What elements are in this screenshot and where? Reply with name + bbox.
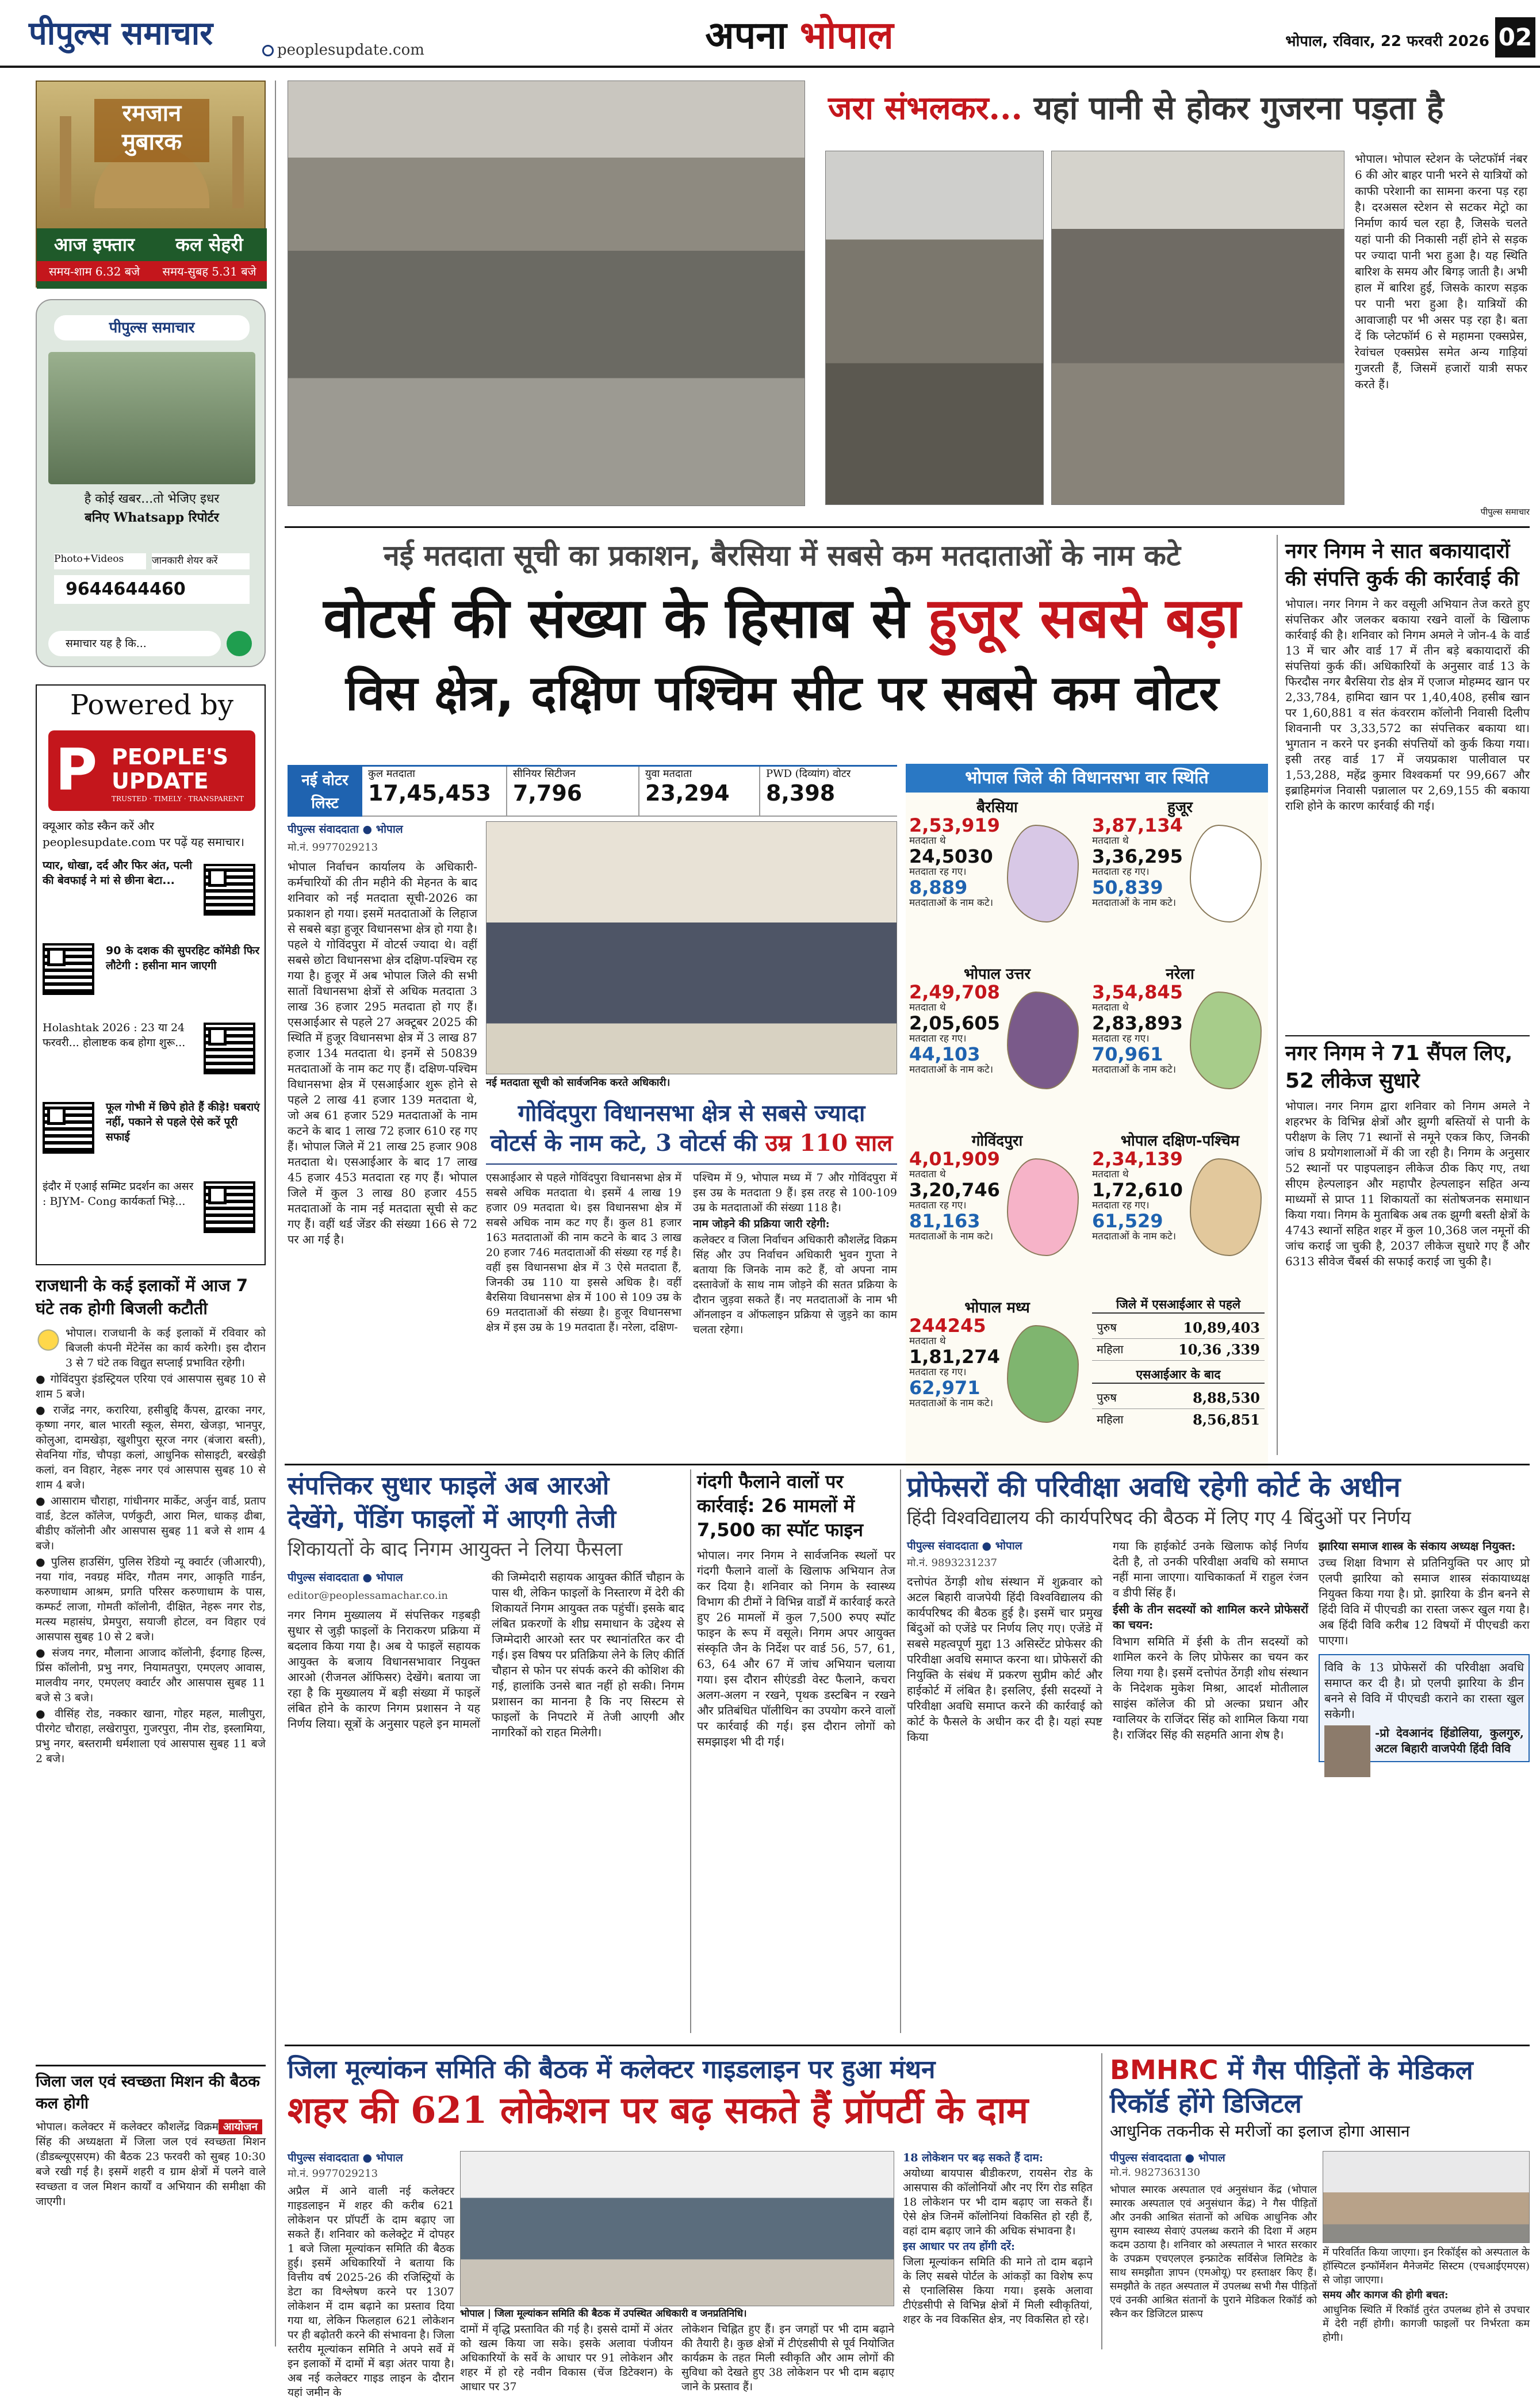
seat-cut-label: मतदाताओं के नाम कटे। <box>909 1064 994 1075</box>
prof-head: प्रोफेसरों की परिवीक्षा अवधि रहेगी कोर्ट के अधीन <box>907 1471 1401 1503</box>
voters-caption: नई मतदाता सूची को सार्वजनिक करते अधिकारी। <box>486 1077 671 1089</box>
voters-text3-head: नाम जोड़ने की प्रक्रिया जारी रहेगी: <box>693 1218 830 1230</box>
gender-male-after: 8,88,530 <box>1193 1390 1260 1406</box>
promo-label2: जानकारी शेयर करें <box>152 553 250 569</box>
bmhrc-deck: आधुनिक तकनीक से मरीजों का इलाज होगा आसान <box>1110 2122 1410 2141</box>
guide-photo <box>460 2151 894 2306</box>
seat-cut: 81,163 <box>909 1210 980 1232</box>
guide-col-1 <box>288 2151 454 2399</box>
guide-col-3: लोकेशन चिह्नित हुए हैं। इन जगहों पर भी दाम बढ़ाने की तैयारी है। कुछ क्षेत्रों में टीएंडसीपी से पूर्व नियोजित कार्यक्रम के तहत मिली स्वीकृति और आम लोगों की सुविधा को देखते हुए 38 लोकेशन पर भी दाम बढ़ाए जाने के प्रस्ताव हैं। <box>681 2323 894 2393</box>
prof-byline: पीपुल्स संवाददाता ● भोपाल <box>907 1540 1022 1552</box>
seat-card <box>1092 963 1268 1124</box>
seat-cut: 50,839 <box>1092 876 1163 898</box>
files-head2: देखेंगे, पेंडिंग फाइलों में आएगी तेजी <box>288 1505 616 1534</box>
seat-cut-label: मतदाताओं के नाम कटे। <box>1092 1231 1177 1242</box>
ramzan-title: रमजान मुबारक <box>94 99 209 162</box>
whatsapp-promo <box>36 299 266 667</box>
seat-after-label: मतदाता रह गए। <box>1092 1200 1150 1211</box>
section-title-a: अपना <box>705 13 787 58</box>
seat-after-label: मतदाता रह गए। <box>1092 1033 1150 1044</box>
qr-item-text: फूल गोभी में छिपे होते हैं कीड़े! घबराएं नहीं, पकाने से पहले ऐसे करें पूरी सफाई <box>106 1101 260 1143</box>
water-photo-2 <box>825 151 1044 505</box>
seat-after: 3,20,746 <box>909 1179 1000 1201</box>
sub-head-b: वोटर्स के नाम कटे, 3 वोटर्स की <box>490 1130 757 1157</box>
promo-text <box>60 490 244 542</box>
files-deck: शिकायतों के बाद निगम आयुक्त ने लिया फैसला <box>288 1538 623 1561</box>
assembly-title: भोपाल जिले की विधानसभा वार स्थिति <box>906 764 1268 793</box>
jal-text: भोपाल। कलेक्टर में कलेक्टर कौशलेंद्र विक्रम सिंह की अध्यक्षता में जिला जल एवं स्वच्छता मिशन (डीडब्ल्यूएसएम) की बैठक 23 फरवरी को सुबह 10:30 बजे रखी गई है। इसमें शहरी व ग्राम क्षेत्रों में पलने वाले स्वच्छता व जल मिशन कार्यों व अभियान की समीक्षा की जाएगी। <box>36 2120 266 2208</box>
seat-cut-label: मतदाताओं के नाम कटे। <box>1092 1064 1177 1075</box>
seat-after-label: मतदाता रह गए। <box>1092 866 1150 878</box>
seat-name: गोविंदपुरा <box>971 1132 1023 1150</box>
logo-brand1: PEOPLE'S <box>112 744 229 770</box>
jal-article <box>36 2065 266 2347</box>
gender-female-label: महिला <box>1097 1413 1124 1426</box>
seat-cut: 61,529 <box>1092 1210 1163 1232</box>
seat-before: 244245 <box>909 1315 986 1337</box>
prof-text2: गया कि हाईकोर्ट उनके खिलाफ कोई निर्णय देती है, तो उनकी परिवीक्षा अवधि को समाप्त नहीं माना जाएगा। याचिकाकर्ता में राहुल रंजन व डीपी सिंह हैं। <box>1113 1539 1308 1599</box>
globe-icon <box>262 45 274 56</box>
seat-after: 24,5030 <box>909 845 993 867</box>
seat-cut: 62,971 <box>909 1377 980 1399</box>
seat-cut: 44,103 <box>909 1043 980 1065</box>
bmhrc-text2-head: समय और कागज की होगी बचत: <box>1323 2289 1449 2301</box>
peoples-update-logo <box>48 730 255 811</box>
ramzan-box <box>36 81 266 288</box>
guide-side-head: 18 लोकेशन पर बढ़ सकते हैं दाम: <box>903 2152 1043 2164</box>
power-item-text: वीसिंह रोड, नक्कार खाना, गोहर महल, मालीपुरा, पीरगेट चौराहा, लखेरापुरा, गुजरपुरा, नीम रोड, इस्लामिया, प्रभु नगर, बस्तरामी धर्मशाला एवं आसपास सुबह 11 बजे 2 बजे। <box>36 1708 266 1765</box>
bmhrc-article <box>1110 2053 1530 2349</box>
guide-side <box>903 2151 1093 2349</box>
power-item: ● संजय नगर, मौलाना आजाद कॉलोनी, ईदगाह हिल्स, प्रिंस कॉलोनी, प्रभु नगर, नियामतपुरा, एमएलए आवास, मालवीय नगर, एमएलए क्वार्टर और आसपास सुबह 11 बजे से 3 बजे। <box>36 1647 266 1704</box>
seat-after: 3,36,295 <box>1092 845 1183 867</box>
power-item: ● वीसिंह रोड, नक्कार खाना, गोहर महल, मालीपुरा, पीरगेट चौराहा, लखेरापुरा, गुजरपुरा, नीम रोड, इस्लामिया, प्रभु नगर, बस्तरामी धर्मशाला एवं आसपास सुबह 11 बजे 2 बजे। <box>36 1708 266 1765</box>
qr-code[interactable] <box>204 1181 255 1233</box>
voters-body-2: एसआईआर से पहले गोविंदपुरा विधानसभा क्षेत्र में सबसे अधिक मतदाता थे। इसमें 4 लाख 19 हजार 09 मतदाता थे। इस विधानसभा क्षेत्र में सबसे अधिक नाम कट गए हैं। कुल 81 हजार 163 मतदाताओं की नाम कटने के बाद 3 लाख 20 हजार 746 मतदाताओं की संख्या रह गई है। वहीं इस विधानसभा क्षेत्र में 3 ऐसे मतदाता हैं, जिनकी उम्र 110 या इससे अधिक है। वहीं बैरसिया विधानसभा क्षेत्र में 100 से 109 उम्र के 69 मतदाताओं की संख्या है। हुजूर विधानसभा क्षेत्र में इस उम्र के 19 मतदाता हैं। नरेला, दक्षिण- <box>486 1172 681 1334</box>
power-item: ● गोविंदपुरा इंडस्ट्रियल एरिया एवं आसपास सुबह 10 से शाम 5 बजे। <box>36 1373 266 1400</box>
qr-line1: क्यूआर कोड स्कैन करें और <box>43 819 155 833</box>
seat-grid <box>906 796 1268 1463</box>
prof-article <box>907 1469 1530 2039</box>
gender-female-before: 10,36 ,339 <box>1178 1341 1260 1358</box>
strip-value: 7,796 <box>513 780 583 806</box>
seat-after: 1,72,610 <box>1092 1179 1183 1201</box>
seat-after: 2,83,893 <box>1092 1012 1183 1034</box>
qr-item-text: प्यार, धोखा, दर्द और फिर अंत, पत्नी की बेवफाई ने मां से छीना बेटा... <box>43 859 193 887</box>
qr-list <box>37 858 267 1261</box>
promo-line2: बनिए Whatsapp रिपोर्टर <box>85 510 219 525</box>
qr-code[interactable] <box>43 1102 94 1154</box>
masthead-website[interactable]: peoplesupdate.com <box>277 41 424 59</box>
guide-head: शहर की 621 लोकेशन पर बढ़ सकते हैं प्रॉपर्टी के दाम <box>288 2089 1029 2132</box>
bmhrc-head-b: में गैस पीड़ितों के मेडिकल रिकॉर्ड होंगे डिजिटल <box>1110 2054 1473 2119</box>
qr-line2: peoplesupdate.com पर पढ़ें यह समाचार। <box>43 835 244 849</box>
gender-male-label: पुरुष <box>1097 1391 1117 1404</box>
power-item-text: गोविंदपुरा इंडस्ट्रियल एरिया एवं आसपास सुबह 10 से शाम 5 बजे। <box>36 1373 266 1400</box>
promo-photo <box>48 352 255 484</box>
seat-card <box>909 963 1085 1124</box>
seat-before-label: मतदाता थे <box>1092 1002 1129 1013</box>
gender-female-label: महिला <box>1097 1342 1124 1356</box>
prof-quote-text: विवि के 13 प्रोफेसरों की परिवीक्षा अवधि समाप्त कर दी है। प्रो एलपी झारिया के डीन बनने से विवि में पीएचडी कराने का रास्ता खुल सकेगी। <box>1324 1660 1524 1721</box>
iftar-label: आज इफ्तार <box>53 234 135 255</box>
gender-male-label: पुरुष <box>1097 1320 1117 1334</box>
guide-text1: अप्रैल में आने वाली नई कलेक्टर गाइडलाइन में शहर की करीब 621 लोकेशन पर प्रॉपर्टी के दाम बढ़ाए जा सकते हैं। शनिवार को कलेक्ट्रेट में दोपहर 1 बजे जिला मूल्यांकन समिति की बैठक हुई। इसमें अधिकारियों ने बताया कि वित्तीय वर्ष 2025-26 की रजिस्ट्रियों के डेटा का विश्लेषण करने पर 1307 लोकेशन में दाम बढ़ाने का प्रस्ताव दिया गया था, लेकिन फिलहाल 621 लोकेशन पर ही बढ़ोतरी करने की संभावना है। जिला स्तरीय मूल्यांकन समिति ने अपने सर्वे में इन इलाकों में दामों में बड़ा अंतर पाया है। अब नई कलेक्टर गाइड लाइन के दौरान यहां जमीन के <box>288 2185 454 2399</box>
seat-before-label: मतदाता थे <box>909 835 946 847</box>
property-text: भोपाल। नगर निगम ने कर वसूली अभियान तेज करते हुए संपत्तिकर और जलकर बकाया रखने वालों के खिलाफ कार्रवाई की है। शनिवार को निगम अमले ने जोन-4 के वार्ड 13 में चार और वार्ड 17 में तीन बड़े बकायादारों की संपत्तियां कुर्क कीं। अधिकारियों के अनुसार वार्ड 13 के फिरदौस नगर बैरसिया रोड क्षेत्र में एजाज मोहम्मद खान पर 2,33,784, हामिदा खान पर 1,40,408, हसीब खान पर 1,60,881 व संत कंवरराम कॉलोनी निवासी दिलीप शिवनानी पर 3,33,572 का संपत्तिकर बकाया था। भुगतान न करने पर इनकी संपत्तियों को कुर्क किया गया। इसी तरह वार्ड 17 में जयप्रकाश पालीवाल पर 1,53,288, महेंद्र कुमार विश्वकर्मा पर 99,667 और इब्राहिमगंज निवासी पन्नालाल पर 2,69,155 की बकाया राशि होने के कारण कार्रवाई की गई। <box>1285 597 1530 813</box>
bmhrc-mob: मो.नं. 9827363130 <box>1110 2166 1201 2179</box>
seat-after-label: मतदाता रह गए। <box>909 866 967 878</box>
logo-p: P <box>55 736 98 803</box>
logo-brand2: UPDATE <box>112 768 209 794</box>
promo-phone[interactable]: 9644644460 <box>54 575 250 604</box>
files-byline: पीपुल्स संवाददाता ● भोपाल <box>288 1571 403 1584</box>
powered-title: Powered by <box>70 689 233 721</box>
power-item-text: संजय नगर, मौलाना आजाद कॉलोनी, ईदगाह हिल्स, प्रिंस कॉलोनी, प्रभु नगर, नियामतपुरा, एमएलए आवास, मालवीय नगर, एमएलए क्वार्टर और आसपास सुबह 11 बजे से 3 बजे। <box>36 1647 266 1704</box>
guide-col-2: दामों में वृद्धि प्रस्तावित की गई है। इससे दामों में अंतर को खत्म किया जा सके। इसके अलावा पंजीयन अधिकारियों के सर्वे के आधार पर 91 लोकेशन और शहर में हो रहे नवीन विकास (चेंज डिटेक्शन) के आधार पर 37 <box>460 2323 673 2393</box>
fine-head: गंदगी फैलाने वालों पर कार्रवाई: 26 मामलों में 7,500 का स्पॉट फाइन <box>697 1471 863 1541</box>
qr-item[interactable] <box>43 1096 261 1171</box>
promo-label1: Photo+Videos <box>54 553 146 569</box>
files-mail[interactable]: editor@peoplessamachar.co.in <box>288 1590 448 1602</box>
strip-label: सीनियर सिटीजन <box>513 768 576 780</box>
guide-side-text2: जिला मूल्यांकन समिति की माने तो दाम बढ़ाने के लिए सबसे पोर्टल के आंकड़ों का विशेष रूप से एनालिसिस किया गया। इसके अलावा टीएंडसीपी से विभिन्न क्षेत्रों में मिली स्वीकृतियां, शहर के नव विकसित क्षेत्र, नए विकसित हो रहे। <box>903 2256 1093 2326</box>
strip-item <box>759 767 897 817</box>
seat-before: 2,49,708 <box>909 981 1000 1003</box>
prof-text1: दत्तोपंत ठेंगड़ी शोध संस्थान में शुक्रवार को अटल बिहारी वाजपेयी हिंदी विश्वविद्यालय की कार्यपरिषद की बैठक हुई है। इसमें चार प्रमुख बिंदुओं को एजेंडे पर निर्णय लिए गए। एजेंडे में सबसे महत्वपूर्ण मुद्दा 13 असिस्टेंट प्रोफेसर की परिवीक्षा अवधि समाप्त करना था। प्रोफेसरों की नियुक्ति के संबंध में प्रकरण सुप्रीम कोर्ट और हाईकोर्ट में लंबित है। इसलिए, ईसी सदस्यों ने परिवीक्षा अवधि समाप्त करने की कार्रवाई को कोर्ट के फैसले के अधीन कर दी है। यहां स्पष्ट किया <box>907 1575 1102 1744</box>
seat-name: नरेला <box>1166 966 1194 983</box>
section-title-b: भोपाल <box>799 13 894 58</box>
water-photo-1 <box>288 81 805 506</box>
seat-before-label: मतदाता थे <box>909 1335 946 1347</box>
qr-item[interactable] <box>43 858 261 933</box>
seat-cut-label: मतदाताओं के नाम कटे। <box>909 897 994 909</box>
voters-subhead <box>486 1098 897 1165</box>
voters-head-b: हुजूर सबसे बड़ा <box>928 585 1241 650</box>
property-title: नगर निगम ने सात बकायादारों की संपत्ति कुर्क की कार्रवाई की <box>1285 539 1519 591</box>
water-text: भोपाल। भोपाल स्टेशन के प्लेटफॉर्म नंबर 6 की ओर बाहर पानी भरने से यात्रियों को काफी परेशानी का सामना करना पड़ रहा है। दरअसल स्टेशन से सटकर मेट्रो का निर्माण कार्य चल रहा है, जिसके चलते यहां पानी की निकासी नहीं होने से सड़क पर ज्यादा पानी भरा हुआ है। यह स्थिति बारिश के समय और बिगड़ जाती है। अभी हाल में बारिश हुई, जिसके कारण सड़क पर पानी भरा हुआ है। यात्रियों की आवाजाही पर भी असर पड़ रहा है। बता दें कि प्लेटफॉर्म 6 से महामना एक्सप्रेस, रेवांचल एक्सप्रेस समेत अन्य गाड़ियां गुजरती हैं, जिसमें हजारों यात्री सफर करते हैं। <box>1355 152 1527 391</box>
seat-before-label: मतदाता थे <box>909 1002 946 1013</box>
seat-after-label: मतदाता रह गए। <box>909 1033 967 1044</box>
bmhrc-text1: भोपाल स्मारक अस्पताल एवं अनुसंधान केंद्र (भोपाल स्मारक अस्पताल एवं अनुसंधान केंद्र) ने गैस पीड़ितों और उनकी आश्रित संतानों को अधिक आधुनिक और सुगम स्वास्थ्य सेवाएं उपलब्ध कराने की दिशा में अहम कदम उठाया है। शनिवार को अस्पताल ने भारत सरकार के उपक्रम एचएलएल इन्फ्राटेक सर्विसेज लिमिटेड के साथ समझौता ज्ञापन (एमओयू) पर हस्ताक्षर किए हैं। समझौते के तहत अस्पताल में उपलब्ध सभी गैस पीड़ितों एवं उनकी आश्रित संतानों के पुराने मेडिकल रिकॉर्ड को स्कैन कर डिजिटल प्रारूप <box>1110 2184 1317 2320</box>
gender-title-1: जिले में एसआईआर से पहले <box>1092 1296 1265 1314</box>
strip-label: PWD (दिव्यांग) वोटर <box>766 768 851 780</box>
qr-code[interactable] <box>43 943 94 995</box>
voters-text: भोपाल निर्वाचन कार्यालय के अधिकारी-कर्मचारियों की तीन महीने की मेहनत के बाद शनिवार को नई मतदाता सूची-2026 का प्रकाशन हो गया। इसमें मतदाताओं के लिहाज से सबसे बड़ा हुजूर विधानसभा क्षेत्र हो गया है। पहले ये गोविंदपुरा में वोटर्स ज्यादा थे। वहीं सबसे छोटा विधानसभा क्षेत्र दक्षिण-पश्चिम रह गया है। हुजूर में अब भोपाल जिले की सभी सातों विधानसभा क्षेत्रों से अधिक मतदाता 3 लाख 36 हजार 295 मतदाता हो गए हैं। एसआईआर से पहले 27 अक्टूबर 2025 की स्थिति में हुजूर विधानसभा क्षेत्र में 3 लाख 87 हजार 134 मतदाता थे। इनमें से 50839 मतदाताओं के नाम कट गए हैं। दक्षिण-पश्चिम विधानसभा क्षेत्र में एसआईआर शुरू होने से पहले 2 लाख 41 हजार 139 मतदाता थे, जो अब 61 हजार 529 मतदाताओं के नाम कटने के बाद 1 लाख 72 हजार 610 रह गए हैं। भोपाल जिले में 21 लाख 25 हजार 908 मतदाता थे। एसआईआर के बाद 17 लाख 45 हजार 453 मतदाता रह गए हैं। भोपाल जिले में कुल 3 लाख 80 हजार 455 मतदाताओं के नाम नई मतदाता सूची से कट गए हैं। वहीं थर्ड जेंडर की संख्या 166 से 72 पर आ गई है। <box>288 860 477 1246</box>
power-item-text: राजेंद्र नगर, करारिया, हसीबुद्दि कैंपस, द्वारका नगर, कृष्णा नगर, बाल भारती स्कूल, सेमरा, खेजड़ा, भानपुर, कोलुआ, दामखेड़ा, खुशीपुरा सूरज नगर (बंजारा बस्ती), सेवनिया गोंड, चौपड़ा कलां, आधुनिक सोसाइटी, बरखेड़ी कलां, वन विहार, नेहरू नगर एवं आसपास सुबह 10 से शाम 4 बजे। <box>36 1404 266 1491</box>
voters-kicker: नई मतदाता सूची का प्रकाशन, बैरसिया में सबसे कम मतदाताओं के नाम कटे <box>383 539 1181 572</box>
prof-quote-photo <box>1324 1725 1370 1777</box>
bulb-icon <box>36 1328 61 1362</box>
voters-text4: कलेक्टर व जिला निर्वाचन अधिकारी कौशलेंद्र विक्रम सिंह और उप निर्वाचन अधिकारी भुवन गुप्ता ने बताया कि जिनके नाम कटे हैं, वो अपना नाम दस्तावेजों के साथ नाम जोड़ने की सतत प्रक्रिया के दौरान जुड़वा सकते हैं। नए मतदाताओं के नाम भी ऑनलाइन व ऑफलाइन प्रक्रिया से जुड़ने का काम चलता रहेगा। <box>693 1234 898 1336</box>
seat-name: भोपाल मध्य <box>964 1299 1030 1316</box>
seat-card <box>1092 796 1268 957</box>
qr-item-text: Holashtak 2026 : 23 या 24 फरवरी... होलाष्टक कब होगा शुरू... <box>43 1021 186 1049</box>
power-item: ● राजेंद्र नगर, करारिया, हसीबुद्दि कैंपस, द्वारका नगर, कृष्णा नगर, बाल भारती स्कूल, सेमरा, खेजड़ा, भानपुर, कोलुआ, दामखेड़ा, खुशीपुरा सूरज नगर (बंजारा बस्ती), सेवनिया गोंड, चौपड़ा कलां, आधुनिक सोसाइटी, बरखेड़ी कलां, वन विहार, नेहरू नगर एवं आसपास सुबह 10 से शाम 4 बजे। <box>36 1404 266 1491</box>
samples-text: भोपाल। नगर निगम द्वारा शनिवार को निगम अमले ने शहरभर के विभिन्न क्षेत्रों और झुग्गी बस्तियों से पानी के परीक्षण के लिए 71 स्थानों से नमूने एकत्र किए, जिनकी जांच 8 प्रयोगशालाओं में की जा रही है। निगम के अनुसार 52 स्थानों पर पाइपलाइन लीकेज ठीक किए गए, तथा सीएम हेल्पलाइन और महापौर हेल्पलाइन सहित अन्य माध्यमों से प्राप्त 11 शिकायतों का संतोषजनक समाधान किया गया। निगम के मुताबिक अब तक झुग्गी बस्ती क्षेत्रों के 4743 स्थानों सहित शहर में कुल 10,368 जल नमूनों की जांच कराई जा चुकी है, 2037 लीकेज सुधारे गए हैं और 6313 सीवेज चैंबर्स की सफाई कराई जा चुकी है। <box>1285 1099 1530 1268</box>
power-item-text: पुलिस हाउसिंग, पुलिस रेडियो न्यू क्वार्टर (जीआरपी), नया गांव, नवग्रह मंदिर, गौतम नगर, आकृति गार्डन, करुणाधाम आश्रम, प्रगति परिसर करुणाधाम के पास, कम्फर्ट लाजा, गोमती कॉलोनी, दीक्षित, नेहरू नगर रोड, मत्स्य महासंघ, प्रेमपुरा, सयाजी होटल, वन विहार एवं आसपास सुबह 10 से 2 बजे। <box>36 1556 266 1643</box>
seat-cut: 70,961 <box>1092 1043 1163 1065</box>
gender-table <box>1092 1296 1265 1463</box>
seat-after-label: मतदाता रह गए। <box>909 1366 967 1378</box>
jal-title: जिला जल एवं स्वच्छता मिशन की बैठक कल होगी <box>36 2073 260 2112</box>
prof-col-1 <box>907 1538 1102 2039</box>
qr-item[interactable] <box>43 1176 261 1250</box>
seat-after: 2,05,605 <box>909 1012 1000 1034</box>
qr-item[interactable] <box>43 1017 261 1092</box>
voters-mob: मो.नं. 9977029213 <box>288 841 378 853</box>
prof-text3: विभाग समिति में ईसी के तीन सदस्यों को शामिल करने के लिए प्रोफेसर का चयन कर लिया गया है। इसमें दत्तोपंत ठेंगड़ी शोध संस्थान के निदेशक मुकेश मिश्रा, आदर्श मोतीलाल साइंस कॉलेज की प्रो अल्का प्रधान और ग्वालियर के राजिंदर सिंह को शामिल किया गया है। राजिंदर सिंह की सहमति आना शेष है। <box>1113 1635 1308 1741</box>
power-lead: भोपाल। राजधानी के कई इलाकों में रविवार को बिजली कंपनी मेंटेनेंस का कार्य करेगी। इस दौरान 3 से 7 घंटे तक विद्युत सप्लाई प्रभावित रहेगी। <box>66 1327 266 1369</box>
seat-cut-label: मतदाताओं के नाम कटे। <box>1092 897 1177 909</box>
seat-after-label: मतदाता रह गए। <box>909 1200 967 1211</box>
water-photo-3 <box>1051 151 1344 505</box>
seat-before: 2,34,139 <box>1092 1148 1183 1170</box>
prof-deck: हिंदी विश्वविद्यालय की कार्यपरिषद की बैठक में लिए गए 4 बिंदुओं पर निर्णय <box>907 1507 1411 1529</box>
seat-after: 1,81,274 <box>909 1346 1000 1368</box>
power-item: ● आसाराम चौराहा, गांधीनगर मार्केट, अर्जुन वार्ड, प्रताप वार्ड, डेटल कॉलेज, पर्णकुटी, आरा मिल, धाकड़ ढीबा, बीडीए कॉलोनी और आसपास सुबह 11 बजे से शाम 4 बजे। <box>36 1495 266 1552</box>
voters-byline: पीपुल्स संवाददाता ● भोपाल <box>288 823 403 836</box>
seat-before: 3,54,845 <box>1092 981 1183 1003</box>
prof-quote <box>1319 1654 1530 1762</box>
fine-article <box>697 1469 895 2033</box>
guide-side-text: अयोध्या बायपास बीडीकरण, रायसेन रोड के आसपास की कॉलोनियों और नए रिंग रोड सहित 18 लोकेशन पर भी दाम बढ़ाए जा सकते हैं। ऐसे क्षेत्र जिनमें कॉलोनियां विकसित हो रही हैं, वहां दाम बढ़ाए जाने की अधिक संभावना है। <box>903 2167 1093 2237</box>
bmhrc-col-1 <box>1110 2151 1317 2349</box>
seat-name: हुजूर <box>1167 799 1193 816</box>
voters-deck: विस क्षेत्र, दक्षिण पश्चिम सीट पर सबसे कम वोटर <box>345 665 1219 721</box>
bmhrc-col-2 <box>1323 2246 1530 2349</box>
seat-card <box>909 1130 1085 1291</box>
logo-tag: TRUSTED · TIMELY · TRANSPARENT <box>112 795 244 803</box>
gender-title-2: एसआईआर के बाद <box>1092 1366 1265 1384</box>
power-title: राजधानी के कई इलाकों में आज 7 घंटे तक होगी बिजली कटौती <box>36 1276 248 1318</box>
bmhrc-text2: में परिवर्तित किया जाएगा। इन रिकॉर्ड्स को अस्पताल के हॉस्पिटल इन्फॉर्मेशन मैनेजमेंट सिस्टम (एचआईएमएस) से जोड़ा जाएगा। <box>1323 2246 1530 2286</box>
promo-line1: है कोई खबर...तो भेजिए इधर <box>84 492 220 506</box>
jal-label: आयोजन <box>219 2119 262 2134</box>
guide-mob: मो.नं. 9977029213 <box>288 2168 378 2180</box>
strip-value: 17,45,453 <box>368 780 491 806</box>
masthead <box>0 0 1540 68</box>
sub-head-c: उम्र 110 साल <box>765 1130 893 1157</box>
bmhrc-photo <box>1323 2151 1530 2243</box>
seat-cut-label: मतदाताओं के नाम कटे। <box>909 1231 994 1242</box>
prof-quote-by: -प्रो देवआनंद हिंडोलिया, कुलगुरु, अटल बिहारी वाजपेयी हिंदी विवि <box>1375 1726 1524 1755</box>
seat-before: 2,53,919 <box>909 814 1000 836</box>
gender-male-before: 10,89,403 <box>1183 1319 1260 1336</box>
seat-name: बैरसिया <box>976 799 1018 816</box>
qr-item[interactable] <box>43 937 261 1012</box>
bmhrc-head-a: BMHRC <box>1110 2054 1219 2085</box>
prof-col-3 <box>1319 1538 1530 2039</box>
bmhrc-byline: पीपुल्स संवाददाता ● भोपाल <box>1110 2152 1225 2164</box>
samples-title: नगर निगम ने 71 सैंपल लिए, 52 लीकेज सुधारे <box>1285 1042 1513 1093</box>
seat-before-label: मतदाता थे <box>909 1169 946 1180</box>
files-text: नगर निगम मुख्यालय में संपत्तिकर गड़बड़ी सुधार से जुड़ी फाइलों के निराकरण प्रक्रिया में बदलाव किया गया है। अब ये फाइलें सहायक आयुक्त के बजाय विधानसभावार नियुक्त आरओ (रीजनल ऑफिसर) देखेंगे। बताया जा रहा है कि मुख्यालय में बड़ी संख्या में फाइलें लंबित होने के कारण निगम प्रशासन ने यह निर्णय लिया। सूत्रों के अनुसार पहले इन मामलों की जिम्मेदारी सहायक आयुक्त कीर्ति चौहान के पास थी, लेकिन फाइलों के निस्तारण में देरी की शिकायतें निगम आयुक्त तक पहुंचीं। इसके बाद लंबित प्रकरणों के शीघ्र समाधान के उद्देश्य से जिम्मेदारी आरओ स्तर पर स्थानांतरित कर दी गई। इस विषय पर प्रतिक्रिया लेने के लिए कीर्ति चौहान से फोन पर संपर्क करने की कोशिश की गई, हालांकि उनसे बात नहीं हो सकी। निगम प्रशासन का मानना है कि नए सिस्टम से फाइलों के निपटारे में तेजी आएगी और नागरिकों को राहत मिलेगी। <box>288 1570 684 1739</box>
guide-kicker: जिला मूल्यांकन समिति की बैठक में कलेक्टर गाइडलाइन पर हुआ मंथन <box>288 2055 936 2084</box>
page-number: 02 <box>1495 17 1535 58</box>
voters-body-3 <box>693 1170 897 1458</box>
voters-head-a: वोटर्स की संख्या के हिसाब से <box>323 585 909 650</box>
sehri-box <box>152 228 267 289</box>
promo-chat-input[interactable]: समाचार यह है कि... <box>48 631 221 656</box>
dateline: भोपाल, रविवार, 22 फरवरी 2026 <box>1285 33 1489 50</box>
voters-text3: पश्चिम में 9, भोपाल मध्य में 7 और गोविंदपुरा में इस उम्र के मतदाता 9 हैं। इस तरह से 100-109 उम्र के मतदाताओं की संख्या 118 है। <box>693 1172 897 1214</box>
seat-before: 3,87,134 <box>1092 814 1183 836</box>
voter-strip <box>288 765 897 817</box>
section-title <box>656 8 943 61</box>
voters-photo <box>486 821 897 1074</box>
power-item-text: आसाराम चौराहा, गांधीनगर मार्केट, अर्जुन वार्ड, प्रताप वार्ड, डेटल कॉलेज, पर्णकुटी, आरा मिल, धाकड़ ढीबा, बीडीए कॉलोनी और आसपास सुबह 11 बजे से शाम 4 बजे। <box>36 1495 266 1552</box>
seat-card <box>909 796 1085 957</box>
seat-before-label: मतदाता थे <box>1092 835 1129 847</box>
fine-text: भोपाल। नगर निगम ने सार्वजनिक स्थलों पर गंदगी फैलाने वालों के खिलाफ अभियान तेज कर दिया है। शनिवार को निगम के स्वास्थ्य विभाग की टीमों ने विभिन्न वार्डों में कार्रवाई करते हुए 26 मामलों में कुल 7,500 रुपए स्पॉट फाइन के रूप में वसूले। निगम अपर आयुक्त संस्कृति जैन के निर्देश पर वार्ड 56, 57, 61, 63, 64 और 67 में जांच अभियान चलाया गया। इस दौरान सीएंडडी वेस्ट फैलाने, कचरा अलग-अलग न रखने, पृथक डस्टबिन न रखने और प्रतिबंधित पॉलीथिन का उपयोग करने वालों पर कार्रवाई की गई। इस दौरान लोगों को समझाइश भी दी गई। <box>697 1548 895 1748</box>
qr-item-text: 90 के दशक की सुपरहिट कॉमेडी फिर लौटेगी : हसीना मान जाएगी <box>106 944 260 972</box>
strip-badge: नई वोटर लिस्ट <box>288 767 362 817</box>
bmhrc-text3: आधुनिक स्थिति में रिकॉर्ड तुरंत उपलब्ध होने से उपचार में देरी नहीं होगी। कागजी फाइलों पर निर्भरता कम होगी। <box>1323 2304 1530 2344</box>
guide-byline: पीपुल्स संवाददाता ● भोपाल <box>288 2152 403 2164</box>
sub-head-a: गोविंदपुरा विधानसभा क्षेत्र से सबसे ज्यादा <box>518 1100 865 1127</box>
voters-headline <box>288 581 1277 656</box>
water-head-a: जरा संभलकर... <box>828 89 1023 127</box>
seat-name: भोपाल उत्तर <box>963 966 1031 983</box>
strip-label: कुल मतदाता <box>368 768 415 780</box>
samples-article <box>1285 1035 1530 1455</box>
seat-before-label: मतदाता थे <box>1092 1169 1129 1180</box>
prof-col-2 <box>1113 1538 1308 2039</box>
power-item: ● पुलिस हाउसिंग, पुलिस रेडियो न्यू क्वार्टर (जीआरपी), नया गांव, नवग्रह मंदिर, गौतम नगर, आकृति गार्डन, करुणाधाम आश्रम, प्रगति परिसर करुणाधाम के पास, कम्फर्ट लाजा, गोमती कॉलोनी, दीक्षित, नेहरू नगर रोड, मत्स्य महासंघ, प्रेमपुरा, सयाजी होटल, वन विहार एवं आसपास सुबह 10 से 2 बजे। <box>36 1556 266 1643</box>
seat-cut-label: मतदाताओं के नाम कटे। <box>909 1398 994 1409</box>
promo-brand: पीपुल्स समाचार <box>54 315 250 340</box>
gender-female-after: 8,56,851 <box>1193 1411 1260 1428</box>
guide-side-head2: इस आधार पर तय होंगी दरें: <box>903 2240 1015 2253</box>
strip-label: युवा मतदाता <box>645 768 692 780</box>
bmhrc-head <box>1110 2053 1530 2120</box>
voters-body <box>288 821 477 1457</box>
qr-code[interactable] <box>204 1023 255 1074</box>
seat-before: 4,01,909 <box>909 1148 1000 1170</box>
water-credit: पीपुल्स समाचार <box>1480 507 1530 517</box>
sehri-time: समय-सुबह 5.31 बजे <box>152 261 267 281</box>
prof-text2-head: ईसी के तीन सदस्यों को शामिल करने प्रोफेसरों का चयन: <box>1113 1602 1308 1632</box>
prof-text4: उच्च शिक्षा विभाग से प्रतिनियुक्ति पर आए प्रो एलपी झारिया को समाज शास्त्र संकायाध्यक्ष नियुक्त किया गया है। प्रो. झारिया के डीन बनने से हिंदी विवि में पीएचडी का रास्ता जरूर खुल गया है। अब हिंदी विवि करीब 12 विषयों में पीएचडी करा पाएगा। <box>1319 1556 1530 1647</box>
water-head <box>828 85 1518 137</box>
seat-card <box>1092 1130 1268 1291</box>
send-icon[interactable] <box>227 631 252 656</box>
strip-value: 8,398 <box>766 780 836 806</box>
seat-name: भोपाल दक्षिण-पश्चिम <box>1120 1132 1240 1150</box>
strip-item <box>368 767 500 817</box>
iftar-box <box>37 228 152 289</box>
sehri-label: कल सेहरी <box>175 234 243 255</box>
seat-card <box>909 1296 1085 1457</box>
assembly-infographic <box>906 764 1268 1468</box>
files-article <box>288 1469 684 2042</box>
iftar-time: समय-शाम 6.32 बजे <box>37 261 152 281</box>
strip-item <box>506 767 633 817</box>
guide-caption: भोपाल | जिला मूल्यांकन समिति की बैठक में उपस्थित अधिकारी व जनप्रतिनिधि। <box>460 2308 747 2319</box>
property-article <box>1285 538 1530 1024</box>
qr-code[interactable] <box>204 864 255 916</box>
water-head-b: यहां पानी से होकर गुजरना पड़ता है <box>1033 89 1444 127</box>
prof-text4-head: झारिया समाज शास्त्र के संकाय अध्यक्ष नियुक्त: <box>1319 1539 1516 1553</box>
files-head1: संपत्तिकर सुधार फाइलें अब आरओ <box>288 1471 610 1501</box>
strip-item <box>638 767 753 817</box>
paper-logo: पीपुल्स समाचार <box>29 14 213 52</box>
seat-cut: 8,889 <box>909 876 968 898</box>
strip-value: 23,294 <box>645 780 730 806</box>
powered-by-box <box>36 684 266 1265</box>
power-cut-article <box>36 1274 266 2050</box>
prof-mob: मो.नं. 9893231237 <box>907 1557 998 1569</box>
qr-item-text: इंदौर में एआई सम्मिट प्रदर्शन का असर : BJYM- Cong कार्यकर्ता भिड़े... <box>43 1180 194 1208</box>
